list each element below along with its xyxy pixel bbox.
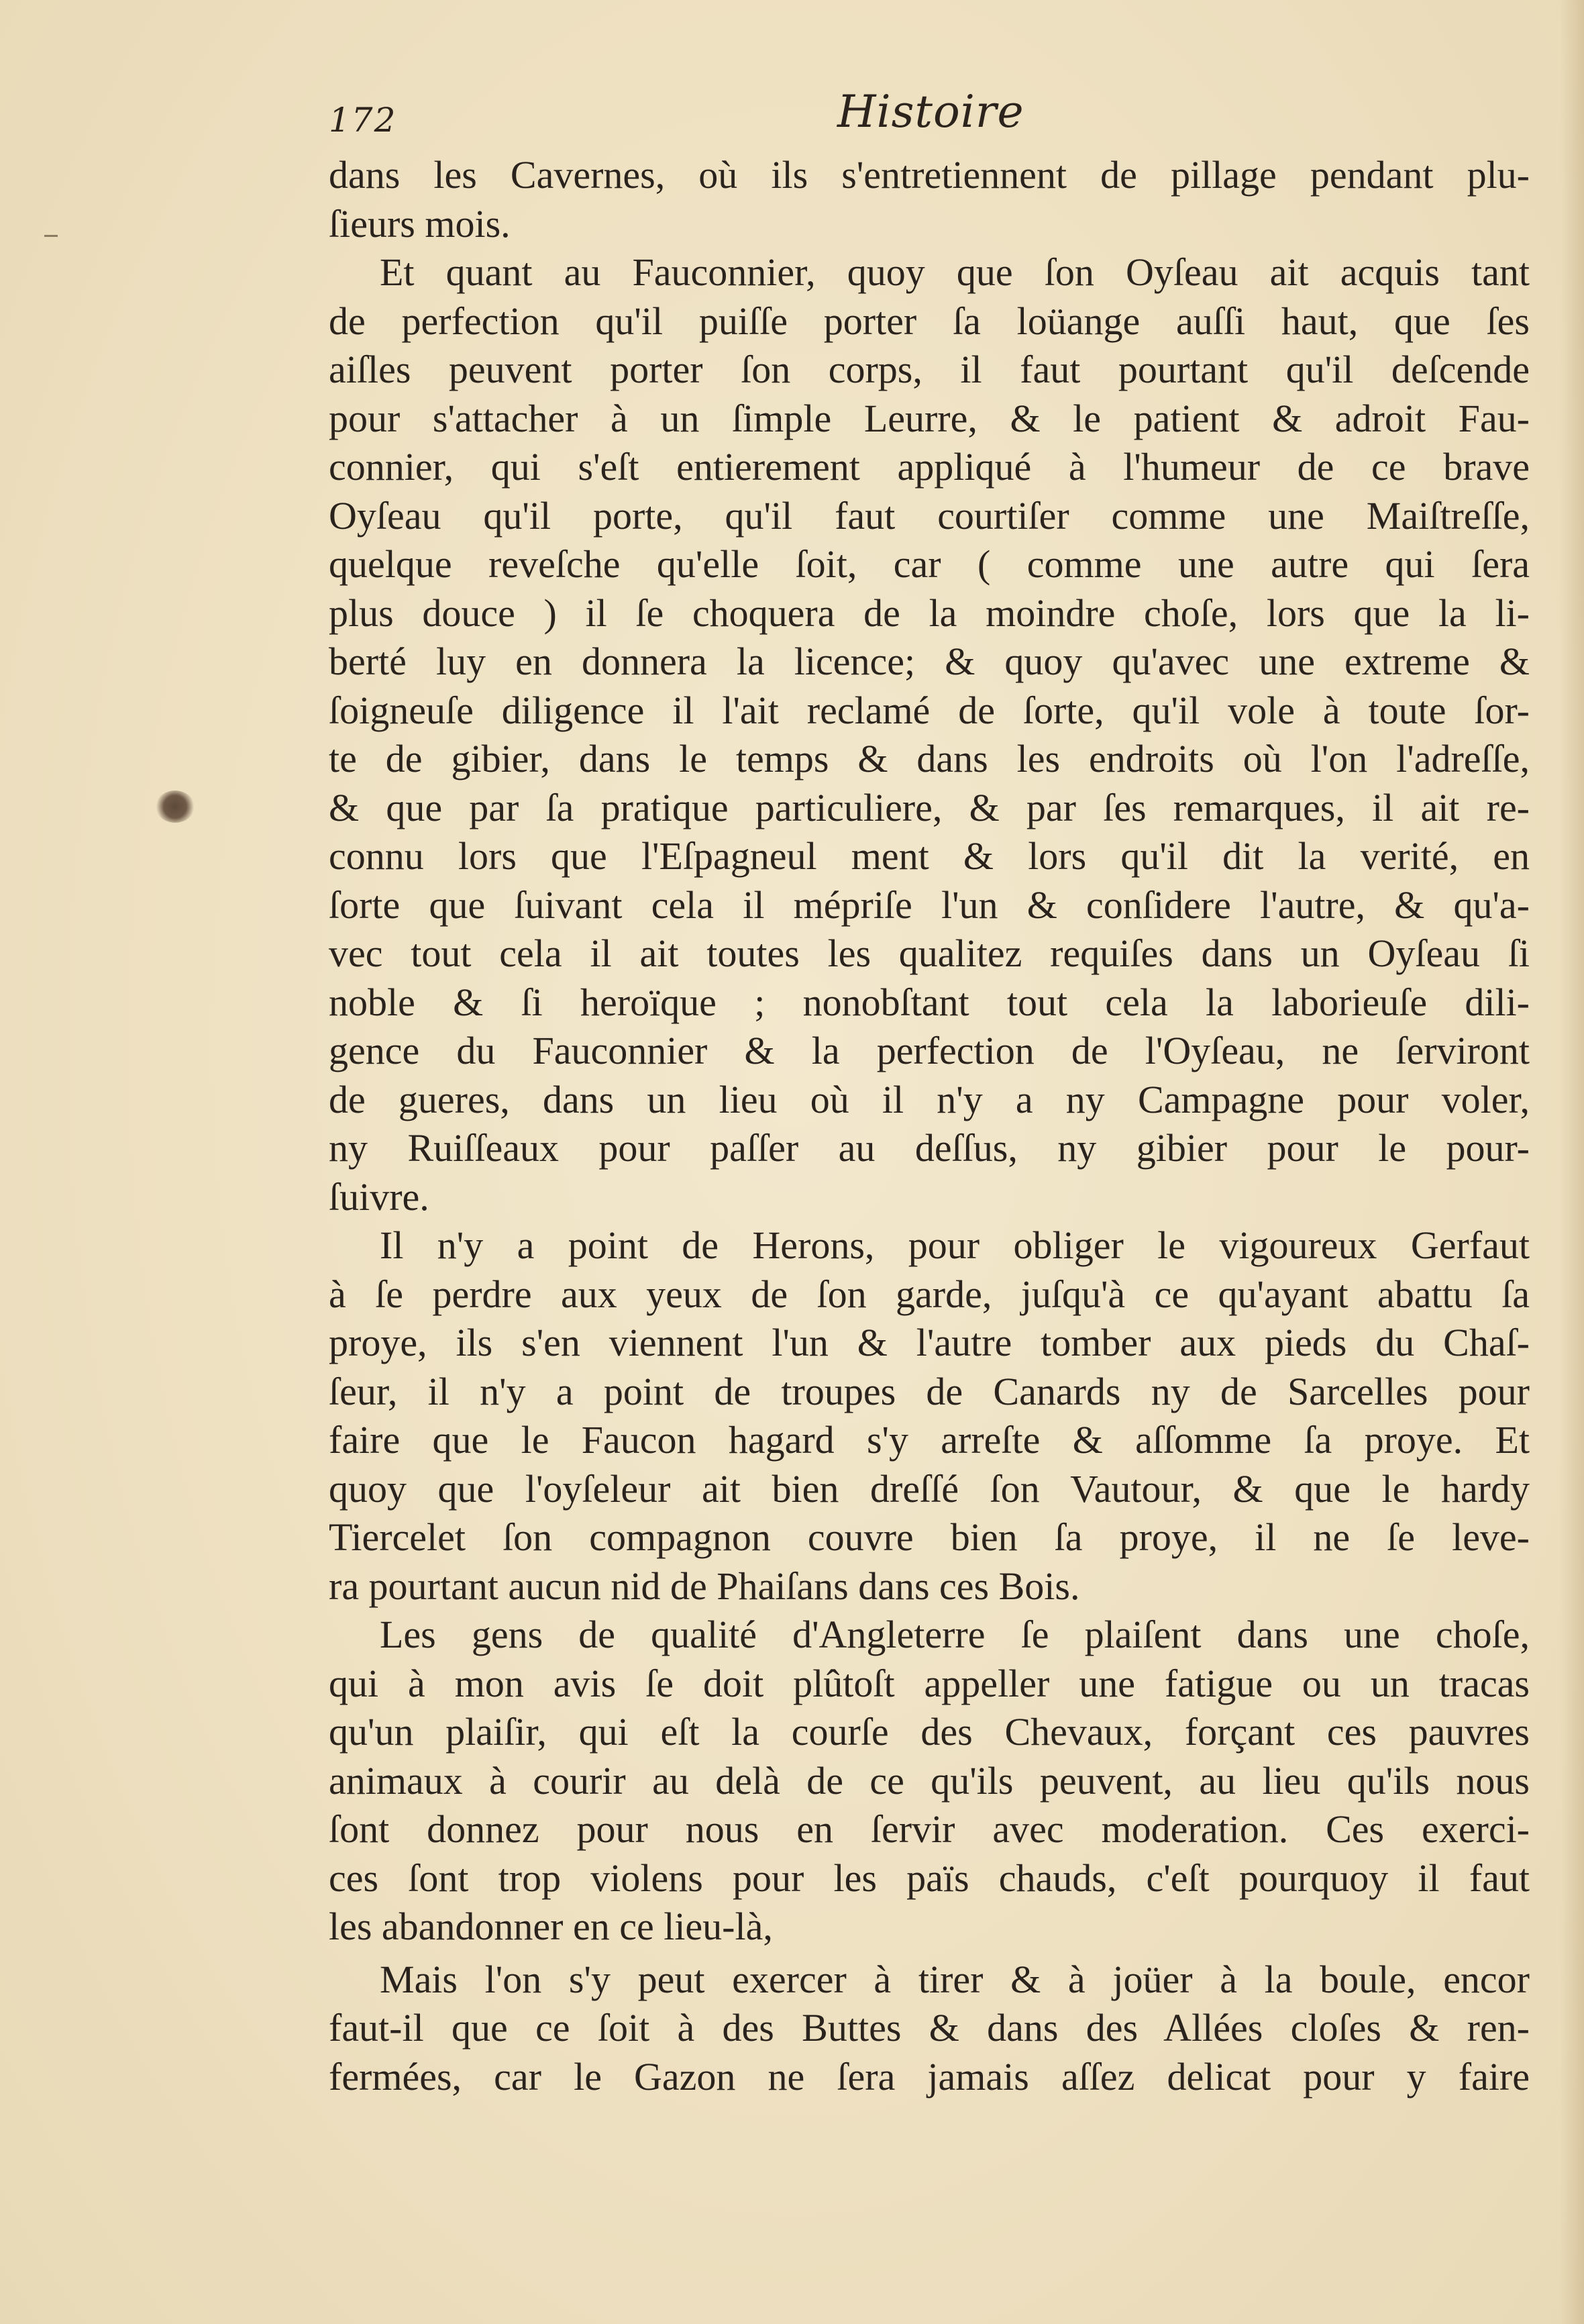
text-line: quelque reveſche qu'elle ſoit, car ( comme une autre qui ſera	[329, 542, 1530, 586]
text-line: de perfection qu'il puiſſe porter ſa loüange auſſi haut, que ſes	[329, 299, 1530, 343]
text-line: noble & ſi heroïque ; nonobſtant tout cela la laborieuſe dili-	[329, 980, 1530, 1024]
paragraph-first-line: Les gens de qualité d'Angleterre ſe plaiſent dans une choſe,	[380, 1613, 1530, 1656]
text-line: quoy que l'oyſeleur ait bien dreſſé ſon Vautour, & que le hardy	[329, 1466, 1530, 1511]
text-line: ſeur, il n'y a point de troupes de Canards ny de Sarcelles pour	[329, 1369, 1530, 1413]
text-line: animaux à courir au delà de ce qu'ils peuvent, au lieu qu'ils nous	[329, 1758, 1530, 1803]
text-line: berté luy en donnera la licence; & quoy qu'avec une extreme &	[329, 640, 1530, 683]
text-line: Tiercelet ſon compagnon couvre bien ſa proye, il ne ſe leve-	[329, 1515, 1530, 1559]
text-line: Oyſeau qu'il porte, qu'il faut courtiſer comme une Maiſtreſſe,	[329, 493, 1530, 538]
text-line: qui à mon avis ſe doit plûtoſt appeller une fatigue ou un tracas	[329, 1661, 1530, 1705]
paragraph-first-line: Et quant au Fauconnier, quoy que ſon Oyſeau ait acquis tant	[380, 250, 1530, 294]
text-line: & que par ſa pratique particuliere, & par ſes remarques, il ait re-	[329, 785, 1530, 829]
running-title: Histoire	[837, 86, 1024, 138]
text-line: faire que le Faucon hagard s'y arreſte & aſſomme ſa proye. Et	[329, 1418, 1530, 1462]
text-line: dans les Cavernes, où ils s'entretiennent de pillage pendant plu-	[329, 153, 1530, 197]
text-line: gence du Fauconnier & la perfection de l'Oyſeau, ne ſerviront	[329, 1029, 1530, 1072]
text-line: ra pourtant aucun nid de Phaiſans dans ces Bois.	[329, 1564, 1080, 1608]
text-line: proye, ils s'en viennent l'un & l'autre tomber aux pieds du Chaſ-	[329, 1321, 1530, 1364]
text-line: de gueres, dans un lieu où il n'y a ny Campagne pour voler,	[329, 1077, 1530, 1121]
text-line: ny Ruiſſeaux pour paſſer au deſſus, ny gibier pour le pour-	[329, 1126, 1530, 1170]
ink-stain	[156, 791, 195, 823]
text-line: ſuivre.	[329, 1174, 429, 1219]
page-edge-shadow	[1560, 0, 1584, 2324]
text-line: connu lors que l'Eſpagneul ment & lors qu'il dit la verité, en	[329, 834, 1530, 878]
text-line: ſoigneuſe diligence il l'ait reclamé de ſorte, qu'il vole à toute ſor-	[329, 688, 1530, 732]
text-line: ſorte que ſuivant cela il mépriſe l'un & conſidere l'autre, & qu'a-	[329, 882, 1530, 927]
text-line: aiſles peuvent porter ſon corps, il faut pourtant qu'il deſcende	[329, 348, 1530, 391]
page-number: 172	[329, 101, 397, 140]
page-header	[329, 86, 1536, 160]
text-line: à ſe perdre aux yeux de ſon garde, juſqu'à ce qu'ayant abattu ſa	[329, 1272, 1530, 1316]
paragraph-first-line: Il n'y a point de Herons, pour obliger le vigoureux Gerfaut	[380, 1223, 1530, 1267]
text-line: pour s'attacher à un ſimple Leurre, & le patient & adroit Fau-	[329, 396, 1530, 440]
text-line: fermées, car le Gazon ne ſera jamais aſſez delicat pour y faire	[329, 2054, 1530, 2099]
text-line: faut-il que ce ſoit à des Buttes & dans des Allées cloſes & ren-	[329, 2006, 1530, 2050]
text-line: plus douce ) il ſe choquera de la moindre choſe, lors que la li-	[329, 591, 1530, 635]
text-line: ces ſont trop violens pour les païs chauds, c'eſt pourquoy il faut	[329, 1856, 1530, 1900]
margin-mark	[44, 235, 58, 237]
text-line: connier, qui s'eſt entierement appliqué à l'humeur de ce brave	[329, 445, 1530, 489]
paragraph-first-line: Mais l'on s'y peut exercer à tirer & à joüer à la boule, encor	[380, 1957, 1530, 2001]
text-line: les abandonner en ce lieu-là,	[329, 1905, 773, 1948]
body-text	[329, 151, 1530, 2101]
text-line: ſont donnez pour nous en ſervir avec moderation. Ces exerci-	[329, 1807, 1530, 1851]
text-line: qu'un plaiſir, qui eſt la courſe des Chevaux, forçant ces pauvres	[329, 1710, 1530, 1754]
text-line: ſieurs mois.	[329, 201, 511, 246]
text-line: te de gibier, dans le temps & dans les endroits où l'on l'adreſſe,	[329, 737, 1530, 780]
text-line: vec tout cela il ait toutes les qualitez requiſes dans un Oyſeau ſi	[329, 931, 1530, 975]
